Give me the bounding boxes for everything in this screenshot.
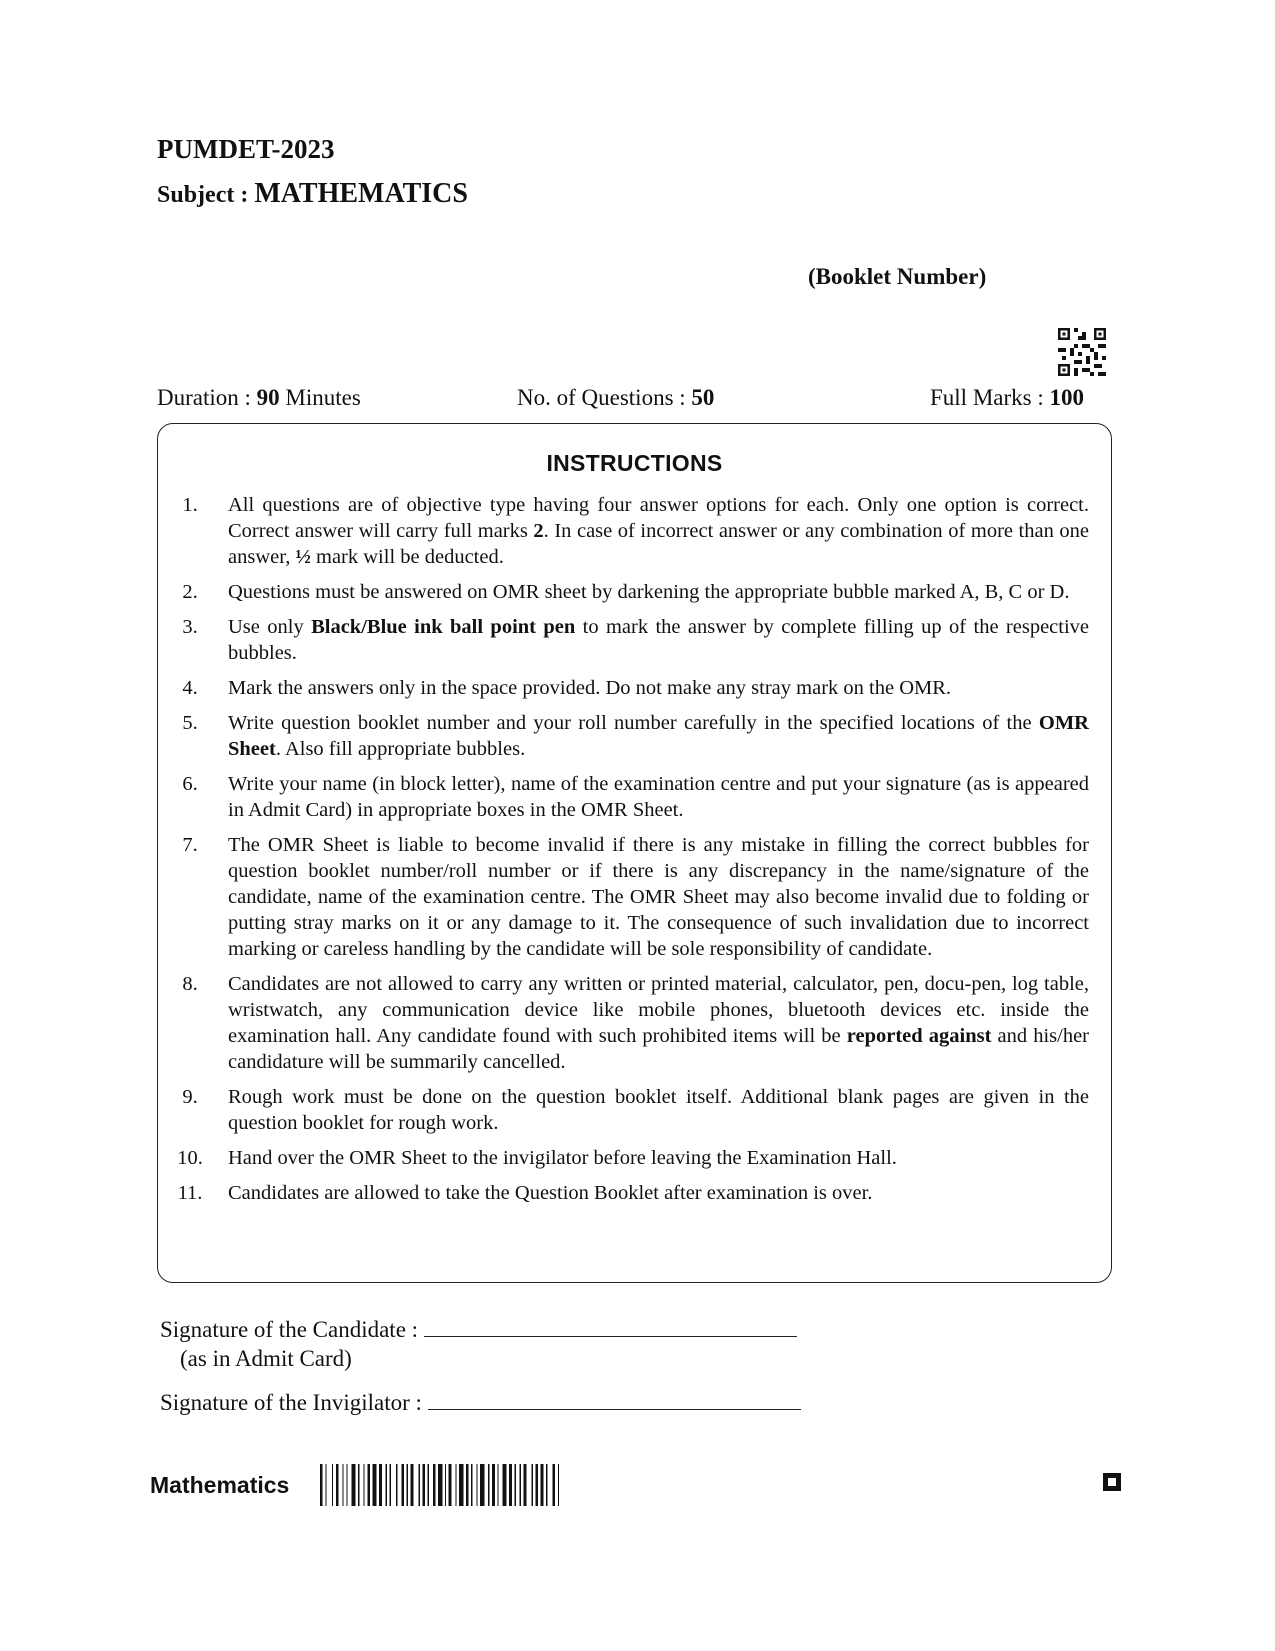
barcode-bar <box>497 1464 498 1506</box>
instruction-text: Write question booklet number and your roll number carefully in the specified locations of the OMR Sheet. Also fill appropriate bubbles. <box>228 712 1089 760</box>
duration-unit: Minutes <box>285 385 361 410</box>
instruction-item <box>158 832 1113 962</box>
instruction-item <box>158 1084 1113 1136</box>
barcode-bar <box>390 1464 391 1506</box>
barcode-bar <box>411 1464 414 1506</box>
barcode-bar <box>373 1464 377 1506</box>
duration <box>157 385 361 411</box>
barcode-bar <box>342 1464 343 1506</box>
barcode-bar <box>367 1464 370 1506</box>
barcode-bar <box>433 1464 436 1506</box>
duration-label: Duration : <box>157 385 251 410</box>
barcode-bar <box>396 1464 397 1506</box>
barcode-bar <box>476 1464 477 1506</box>
barcode-bar <box>541 1464 544 1506</box>
instruction-number: 10. <box>177 1147 203 1169</box>
questions-value: 50 <box>691 385 715 410</box>
barcode-bar <box>358 1464 359 1506</box>
candidate-signature-note: (as in Admit Card) <box>180 1346 352 1371</box>
barcode-bar <box>407 1464 408 1506</box>
instruction-number: 8. <box>182 973 198 995</box>
barcode-bar <box>553 1464 556 1506</box>
instructions-title: INSTRUCTIONS <box>546 450 723 476</box>
instruction-text: Hand over the OMR Sheet to the invigilator before leaving the Examination Hall. <box>228 1147 897 1169</box>
instruction-text: Rough work must be done on the question booklet itself. Additional blank pages are given in the question booklet for rough work. <box>228 1086 1089 1134</box>
marks-label: Full Marks : <box>930 385 1044 410</box>
instruction-text: Mark the answers only in the space provided. Do not make any stray mark on the OMR. <box>228 677 952 699</box>
barcode-bar <box>363 1464 364 1506</box>
barcode-bar <box>332 1464 333 1506</box>
barcode-bar <box>520 1464 521 1506</box>
invigilator-signature-line <box>428 1389 801 1410</box>
candidate-signature-line <box>424 1316 797 1337</box>
subject-line <box>157 178 468 210</box>
instruction-item <box>158 492 1113 570</box>
instructions-list <box>158 492 1113 1215</box>
instruction-number: 11. <box>177 1182 203 1204</box>
barcode-bar <box>503 1464 507 1506</box>
barcode-bar <box>428 1464 429 1506</box>
booklet-number-label: (Booklet Number) <box>808 264 987 289</box>
instruction-item <box>158 1145 1113 1171</box>
barcode-bar <box>379 1464 382 1506</box>
subject-value: MATHEMATICS <box>254 178 468 209</box>
barcode-bar <box>532 1464 533 1506</box>
barcode <box>320 1464 670 1506</box>
instruction-number: 3. <box>182 616 198 638</box>
barcode-bar <box>438 1464 442 1506</box>
instructions-box <box>157 423 1112 1283</box>
instruction-item <box>158 614 1113 666</box>
instruction-number: 1. <box>182 494 198 516</box>
barcode-bar <box>386 1464 387 1506</box>
instruction-item <box>158 971 1113 1075</box>
exam-code: PUMDET-2023 <box>157 134 335 164</box>
instruction-item <box>158 1180 1113 1206</box>
instruction-text: Write your name (in block letter), name of the examination centre and put your signature (as is appeared in Admit Card) in appropriate boxes in the OMR Sheet. <box>228 773 1089 821</box>
instruction-number: 2. <box>182 581 198 603</box>
instruction-text: Questions must be answered on OMR sheet by darkening the appropriate bubble marked A, B, C or D. <box>228 581 1070 603</box>
instruction-item <box>158 675 1113 701</box>
instruction-number: 6. <box>182 773 198 795</box>
instruction-number: 4. <box>182 677 198 699</box>
qr-code <box>1058 328 1106 376</box>
barcode-bar <box>492 1464 495 1506</box>
barcode-bar <box>535 1464 538 1506</box>
instruction-number: 7. <box>182 834 198 856</box>
full-marks <box>930 385 1084 411</box>
instruction-item <box>158 710 1113 762</box>
barcode-bar <box>449 1464 452 1506</box>
barcode-bar <box>459 1464 463 1506</box>
question-count <box>517 385 714 411</box>
marks-value: 100 <box>1049 385 1084 410</box>
barcode-bar <box>455 1464 456 1506</box>
barcode-bar <box>419 1464 420 1506</box>
subject-label: Subject : <box>157 182 249 208</box>
instruction-text: Candidates are not allowed to carry any written or printed material, calculator, pen, docu-pen, log table, wristwatch, any communication device like mobile phones, bluetooth devices etc. inside the examination hall. Any candidate found with such prohibited items will be reported against and his/her candidature will be summarily cancelled. <box>228 973 1089 1073</box>
barcode-bar <box>352 1464 356 1506</box>
barcode-bar <box>445 1464 446 1506</box>
instruction-item <box>158 771 1113 823</box>
barcode-bar <box>558 1464 559 1506</box>
invigilator-signature-row <box>160 1389 801 1416</box>
invigilator-signature-label: Signature of the Invigilator : <box>160 1390 422 1415</box>
barcode-bar <box>466 1464 469 1506</box>
instruction-text: All questions are of objective type having four answer options for each. Only one option is correct. Correct answer will carry full marks 2. In case of incorrect answer or any combination of more than one answer, ½ mark will be deducted. <box>228 494 1089 568</box>
instruction-text: Candidates are allowed to take the Question Booklet after examination is over. <box>228 1182 873 1204</box>
barcode-bar <box>401 1464 404 1506</box>
barcode-bar <box>480 1464 484 1506</box>
barcode-bar <box>320 1464 323 1506</box>
footer-subject: Mathematics <box>150 1472 290 1498</box>
barcode-bar <box>325 1464 326 1506</box>
barcode-bar <box>336 1464 339 1506</box>
instruction-text: The OMR Sheet is liable to become invalid if there is any mistake in filling the correct bubbles for question booklet number/roll number or if there is any discrepancy in the name/signature of the candidate, name of the examination centre. The OMR Sheet may also become invalid due to folding or putting stray marks on it or any damage to it. The consequence of such invalidation due to incorrect marking or careless handling by the candidate will be sole responsibility of candidate. <box>228 834 1089 960</box>
barcode-bar <box>346 1464 347 1506</box>
instruction-number: 9. <box>182 1086 198 1108</box>
instruction-text: Use only Black/Blue ink ball point pen to mark the answer by complete filling up of the respective bubbles. <box>228 616 1090 664</box>
questions-label: No. of Questions : <box>517 385 686 410</box>
barcode-bar <box>524 1464 527 1506</box>
corner-square-mark <box>1103 1473 1121 1491</box>
barcode-bar <box>509 1464 512 1506</box>
barcode-bar <box>422 1464 425 1506</box>
candidate-signature-row <box>160 1316 797 1343</box>
barcode-bar <box>488 1464 489 1506</box>
barcode-bar <box>514 1464 515 1506</box>
barcode-bar <box>471 1464 472 1506</box>
candidate-signature-label: Signature of the Candidate : <box>160 1317 419 1342</box>
barcode-bar <box>546 1464 547 1506</box>
instruction-item <box>158 579 1113 605</box>
instruction-number: 5. <box>182 712 198 734</box>
duration-value: 90 <box>256 385 280 410</box>
